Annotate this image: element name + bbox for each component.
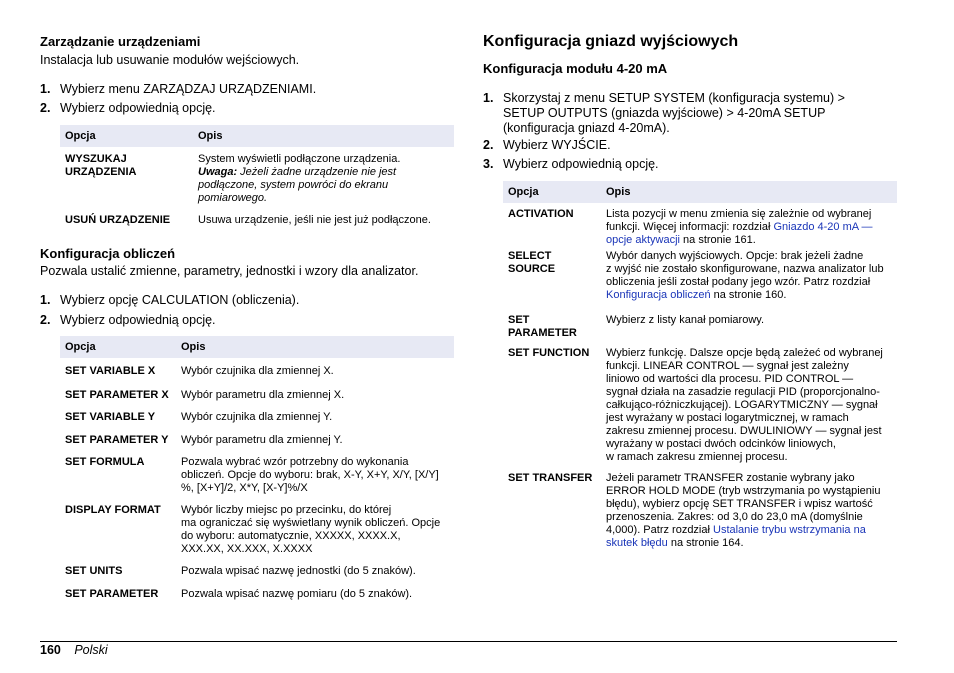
table-row: SET VARIABLE Y Wybór czujnika dla zmiennej Y. <box>65 411 333 423</box>
table-row: DISPLAY FORMAT Wybór liczby miejsc po przecinku, do której ma ograniczać się wyświetlany wynik obliczeń. Opcje do wyboru: automatycznie, XXXXX, XXXX.X, XXX.XX, XX.XXX, X.XXXX <box>65 504 441 555</box>
table-row: SET PARAMETER Wybierz z listy kanał pomiarowy. <box>508 314 765 339</box>
page-footer <box>40 643 108 657</box>
table-row: SET PARAMETER Y Wybór parametru dla zmiennej Y. <box>65 434 343 446</box>
table-row: USUŃ URZĄDZENIE Usuwa urządzenie, jeśli nie jest już podłączone. <box>65 214 431 226</box>
link-activation-options[interactable]: Gniazdo 4-20 mA — <box>773 221 873 233</box>
table-header-description: Opis <box>176 336 454 358</box>
device-management-intro: Instalacja lub usuwanie modułów wejściowych. <box>40 53 300 67</box>
calculation-options-table <box>60 336 454 601</box>
device-options-table <box>60 125 454 234</box>
calculation-intro: Pozwala ustalić zmienne, parametry, jednostki i wzory dla analizator. <box>40 264 419 278</box>
table-header-option: Opcja <box>503 181 601 203</box>
module-4-20-heading: Konfiguracja modułu 4-20 mA <box>483 61 668 76</box>
table-row: SET FORMULA Pozwala wybrać wzór potrzebny do wykonania obliczeń. Opcje do wyboru: brak, X-Y, X+Y, X/Y, [X/Y] %, [X+Y]/2, X*Y, [X-Y]%/X <box>65 456 439 494</box>
footer-language: Polski <box>74 643 108 657</box>
table-header-option: Opcja <box>60 336 176 358</box>
link-error-hold-mode[interactable]: Ustalanie trybu wstrzymania na <box>713 524 866 536</box>
table-row: SET FUNCTION Wybierz funkcję. Dalsze opcje będą zależeć od wybranej funkcji. LINEAR CONTROL — sygnał jest zależny liniowo od wartości dla procesu. PID CONTROL — sygnał działa na zasadzie regulacji PID (proporcjonalno- całkująco-różniczkującej). LOGARYTMICZNY — sygnał jest wyrażany w postaci logarytmicznej, w ramach zakresu zmiennej procesu. DWULINIOWY — sygnał jest wyrażany w postaci dwóch odcinków liniowych, w ramach zakresu zmiennej procesu. <box>508 347 883 463</box>
table-row: WYSZUKAJ URZĄDZENIA System wyświetli podłączone urządzenia. Uwaga: Jeżeli żadne urządzenie nie jest podłączone, system powróci do ekranu pomiarowego. <box>65 153 401 204</box>
table-row: SET PARAMETER Pozwala wpisać nazwę pomiaru (do 5 znaków). <box>65 588 413 600</box>
output-config-heading: Konfiguracja gniazd wyjściowych <box>483 33 739 50</box>
link-calculation-config[interactable]: Konfiguracja obliczeń <box>606 289 711 301</box>
table-row: SET TRANSFER Jeżeli parametr TRANSFER zostanie wybrany jako ERROR HOLD MODE (tryb wstrzymania po wystąpieniu błędu), wybierz opcję SET TRANSFER i wpisz wartość przenoszenia. Zakres: od 3,0 do 23,0 mA (domyślnie 4,000). Patrz rozdział Ustalanie trybu wstrzymania na skutek błędu na stronie 164. <box>508 472 881 549</box>
table-row: SET PARAMETER X Wybór parametru dla zmiennej X. <box>65 389 345 401</box>
table-row: SET VARIABLE X Wybór czujnika dla zmiennej X. <box>65 365 334 377</box>
table-row: SELECT SOURCE Wybór danych wyjściowych. Opcje: brak jeżeli żadne z wyjść nie zostało skonfigurowane, nazwa analizator lub obliczenia jeśli został podany jego wzór. Patrz rozdział Konfiguracja obliczeń na stronie 160. <box>508 250 884 301</box>
page-number: 160 <box>40 643 61 657</box>
table-row: SET UNITS Pozwala wpisać nazwę jednostki (do 5 znaków). <box>65 565 416 577</box>
table-row: ACTIVATION Lista pozycji w menu zmienia się zależnie od wybranej funkcji. Więcej informacji: rozdział Gniazdo 4-20 mA — opcje aktywacji na stronie 161. <box>508 208 873 246</box>
calculation-heading: Konfiguracja obliczeń <box>40 246 176 261</box>
footer-divider <box>40 641 897 642</box>
table-header-description: Opis <box>193 125 454 147</box>
output-options-table <box>503 181 897 550</box>
link-activation-options-cont[interactable]: opcje aktywacji <box>606 234 680 246</box>
device-management-heading: Zarządzanie urządzeniami <box>40 34 201 49</box>
table-header-description: Opis <box>601 181 897 203</box>
table-header-option: Opcja <box>60 125 193 147</box>
link-error-hold-mode-cont[interactable]: skutek błędu <box>606 537 668 549</box>
